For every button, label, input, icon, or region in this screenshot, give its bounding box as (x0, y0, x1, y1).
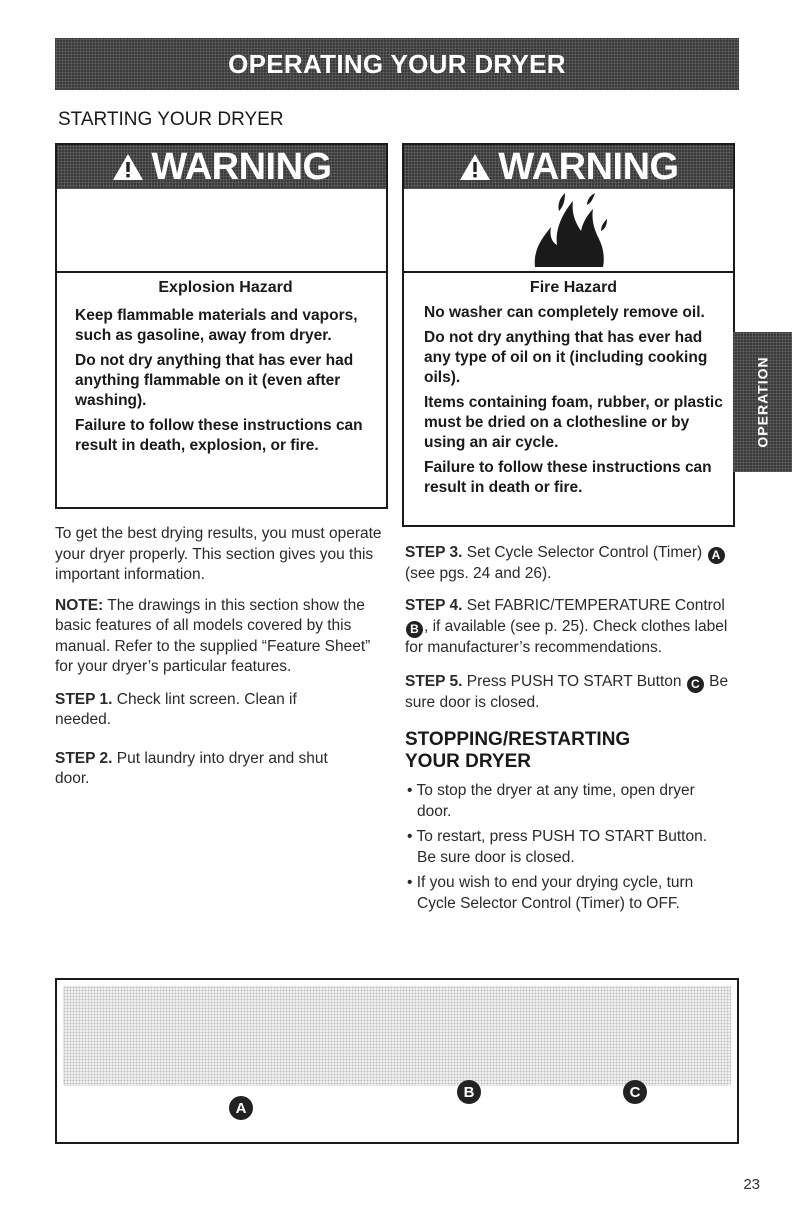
warning-text: Do not dry anything that has ever had anything flammable on it (even after washing). (75, 352, 354, 409)
intro-text: To get the best drying results, you must operate your dryer properly. This section gives you this important information. (55, 525, 382, 583)
diagram-label-a: A (229, 1096, 253, 1120)
warning-header (404, 145, 733, 189)
list-item: • To stop the dryer at any time, open dryer door. (407, 782, 695, 820)
step-label: STEP 5. (405, 673, 463, 690)
page-title: OPERATING YOUR DRYER (228, 48, 566, 79)
step-text: Be sure door is closed. (405, 673, 729, 711)
warning-triangle-icon (111, 152, 145, 182)
right-column (405, 543, 730, 919)
warning-triangle-icon (458, 152, 492, 182)
warning-text: Do not dry anything that has ever had any type of oil on it (including cooking oils). (424, 329, 708, 386)
control-panel-diagram (55, 978, 739, 1144)
step-5 (405, 672, 730, 713)
left-column (55, 524, 390, 790)
stopping-heading-line: YOUR DRYER (405, 751, 531, 773)
list-item: • To restart, press PUSH TO START Button. Be sure door is closed. (407, 828, 708, 866)
step-text: Press PUSH TO START Button (466, 673, 682, 690)
stopping-list (405, 781, 730, 914)
step-text: Put laundry into dryer and shut door. (55, 749, 328, 787)
step-label: STEP 4. (405, 597, 463, 615)
warning-box-fire (402, 143, 735, 527)
diagram-label-c-wrap (623, 1080, 647, 1104)
step-3 (405, 543, 730, 584)
marker-c: C (687, 676, 704, 693)
diagram-label-b: B (457, 1080, 481, 1104)
diagram-label-b-wrap (457, 1080, 481, 1104)
step-2 (55, 749, 345, 790)
step-text: Check lint screen. Clean if needed. (55, 690, 297, 728)
note-label: NOTE: (55, 596, 104, 614)
note-text: The drawings in this section show the basic features of all models covered by this manual. Refer to the supplied “Feature Sheet” for your dryer’s particular features. (55, 596, 371, 675)
diagram-label-a-wrap (229, 1096, 253, 1120)
side-tab-label: OPERATION (754, 356, 771, 448)
list-item-text: To stop the dryer at any time, open dryer door. (416, 782, 695, 820)
warning-text: No washer can completely remove oil. (424, 304, 705, 321)
fire-icon (404, 189, 733, 273)
side-tab-operation (733, 332, 792, 472)
step-text: Set Cycle Selector Control (Timer) (466, 544, 703, 561)
diagram-label-c: C (623, 1080, 647, 1104)
list-item-text: If you wish to end your drying cycle, turn Cycle Selector Control (Timer) to OFF. (416, 874, 694, 912)
warning-text: Keep flammable materials and vapors, such as gasoline, away from dryer. (75, 307, 358, 344)
stopping-heading-line: STOPPING/RESTARTING (405, 729, 631, 751)
warning-text: Items containing foam, rubber, or plastic must be dried on a clothesline or by using an air cycle. (424, 394, 723, 451)
hazard-title: Explosion Hazard (158, 279, 293, 296)
warning-header (57, 145, 386, 189)
step-label: STEP 1. (55, 690, 113, 708)
marker-a: A (708, 547, 725, 564)
title-bar (55, 38, 739, 90)
step-text: Set FABRIC/TEMPERATURE Control (466, 597, 725, 615)
warning-body (57, 273, 386, 507)
signal-word: WARNING (498, 145, 679, 188)
hazard-title: Fire Hazard (529, 279, 618, 296)
warning-body (404, 273, 733, 525)
page-number: 23 (743, 1176, 760, 1193)
note-paragraph (55, 596, 390, 678)
section-heading: STARTING YOUR DRYER (58, 109, 284, 130)
step-text: , if available (see p. 25). Check clothes label for manufacturer’s recommendations. (405, 617, 728, 656)
step-label: STEP 3. (405, 544, 463, 561)
signal-word: WARNING (151, 145, 332, 188)
warning-text: Failure to follow these instructions can result in death, explosion, or fire. (75, 417, 363, 454)
step-1 (55, 690, 335, 731)
warning-text: Failure to follow these instructions can result in death or fire. (424, 459, 712, 496)
warning-box-explosion (55, 143, 388, 509)
stopping-heading (405, 729, 730, 773)
step-text: (see pgs. 24 and 26). (405, 564, 552, 582)
explosion-icon (57, 189, 386, 273)
list-item-text: To restart, press PUSH TO START Button. Be sure door is closed. (416, 828, 708, 866)
step-label: STEP 2. (55, 749, 113, 767)
marker-b: B (406, 621, 423, 638)
control-panel-illustration (63, 986, 731, 1086)
list-item: • If you wish to end your drying cycle, turn Cycle Selector Control (Timer) to OFF. (407, 874, 694, 912)
step-4 (405, 596, 730, 658)
